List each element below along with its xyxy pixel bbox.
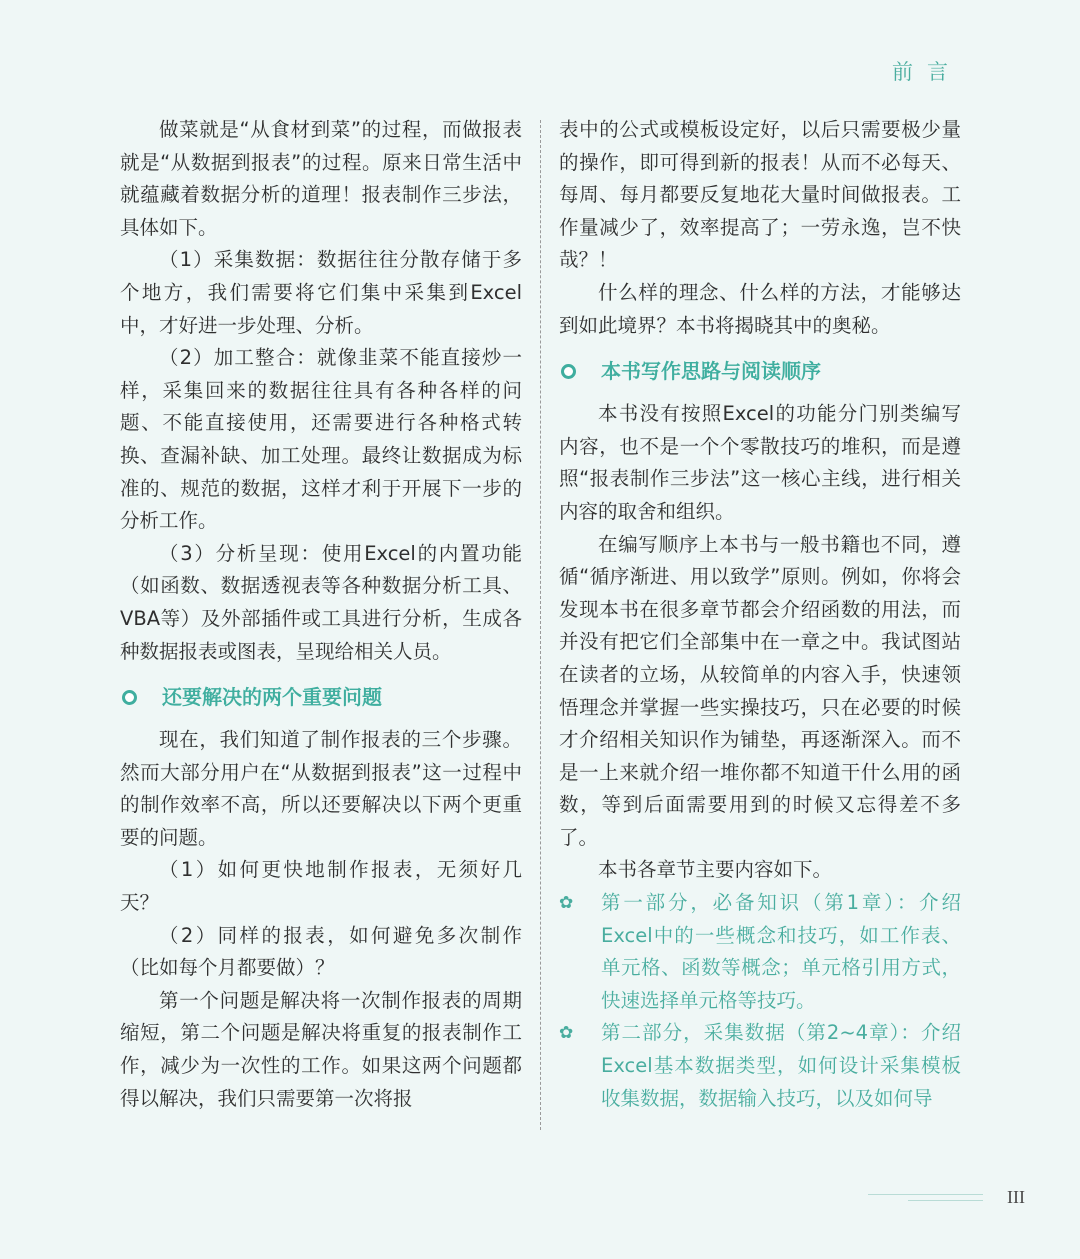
paragraph: 现在，我们知道了制作报表的三个步骤。然而大部分用户在“从数据到报表”这一过程中的制作效率不高，所以还要解决以下两个更重要的问题。 xyxy=(120,728,522,849)
paragraph: 本书各章节主要内容如下。 xyxy=(598,858,833,882)
ring-bullet-icon xyxy=(122,690,137,705)
question-item: （1）如何更快地制作报表，无须好几天？ xyxy=(120,858,522,915)
ring-bullet-icon xyxy=(561,364,576,379)
section-heading xyxy=(120,680,522,714)
list-item-text: 第二部分，采集数据（第2~4章）：介绍Excel基本数据类型，如何设计采集模板收集数据，数据输入技巧，以及如何导 xyxy=(601,1021,961,1110)
step-item: （1）采集数据：数据往往分散存储于多个地方，我们需要将它们集中采集到Excel中，才好进一步处理、分析。 xyxy=(120,248,522,337)
paragraph: 在编写顺序上本书与一般书籍也不同，遵循“循序渐进、用以致学”原则。例如，你将会发现本书在很多章节都会介绍函数的用法，而并没有把它们全部集中在一章之中。我试图站在读者的立场，从较简单的内容入手，快速领悟理念并掌握一些实操技巧，只在必要的时候才介绍相关知识作为铺垫，再逐渐深入。而不是一上来就介绍一堆你都不知道干什么用的函数，等到后面需要用到的时候又忘得差不多了。 xyxy=(559,532,961,849)
paragraph: 本书没有按照Excel的功能分门别类编写内容，也不是一个个零散技巧的堆积，而是遵照“报表制作三步法”这一核心主线，进行相关内容的取舍和组织。 xyxy=(559,402,961,523)
paragraph: 什么样的理念、什么样的方法，才能够达到如此境界？本书将揭晓其中的奥秘。 xyxy=(559,280,961,337)
paragraph: 做菜就是“从食材到菜”的过程，而做报表就是“从数据到报表”的过程。原来日常生活中就蕴藏着数据分析的道理！报表制作三步法，具体如下。 xyxy=(120,118,522,239)
column-divider xyxy=(540,120,541,1130)
list-item xyxy=(559,887,961,1017)
section-title: 还要解决的两个重要问题 xyxy=(162,685,382,710)
list-item-text: 第一部分，必备知识（第1章）：介绍Excel中的一些概念和技巧，如工作表、单元格、函数等概念；单元格引用方式，快速选择单元格等技巧。 xyxy=(601,891,961,1012)
page-number: III xyxy=(1007,1187,1025,1207)
footer-rule xyxy=(908,1200,983,1201)
footer-rule xyxy=(868,1194,983,1195)
paragraph: 表中的公式或模板设定好，以后只需要极少量的操作，即可得到新的报表！从而不必每天、每周、每月都要反复地花大量时间做报表。工作量减少了，效率提高了；一劳永逸，岂不快哉？！ xyxy=(559,118,961,272)
step-item: （3）分析呈现：使用Excel的内置功能（如函数、数据透视表等各种数据分析工具、VBA等）及外部插件或工具进行分析，生成各种数据报表或图表，呈现给相关人员。 xyxy=(120,541,522,663)
list-item xyxy=(559,1017,961,1115)
left-column xyxy=(120,114,522,1115)
question-item: （2）同样的报表，如何避免多次制作（比如每个月都要做）？ xyxy=(120,923,522,980)
right-column xyxy=(559,114,961,1115)
section-heading xyxy=(559,354,961,388)
running-title: 前言 xyxy=(892,60,962,84)
step-item: （2）加工整合：就像韭菜不能直接炒一样，采集回来的数据往往具有各种各样的问题、不能直接使用，还需要进行各种格式转换、查漏补缺、加工处理。最终让数据成为标准的、规范的数据，这样才利于开展下一步的分析工作。 xyxy=(120,346,522,533)
flower-bullet-icon: ✿ xyxy=(559,893,574,914)
paragraph: 第一个问题是解决将一次制作报表的周期缩短，第二个问题是解决将重复的报表制作工作，减少为一次性的工作。如果这两个问题都得以解决，我们只需要第一次将报 xyxy=(120,988,522,1110)
section-title: 本书写作思路与阅读顺序 xyxy=(601,359,821,384)
flower-bullet-icon: ✿ xyxy=(559,1023,574,1044)
